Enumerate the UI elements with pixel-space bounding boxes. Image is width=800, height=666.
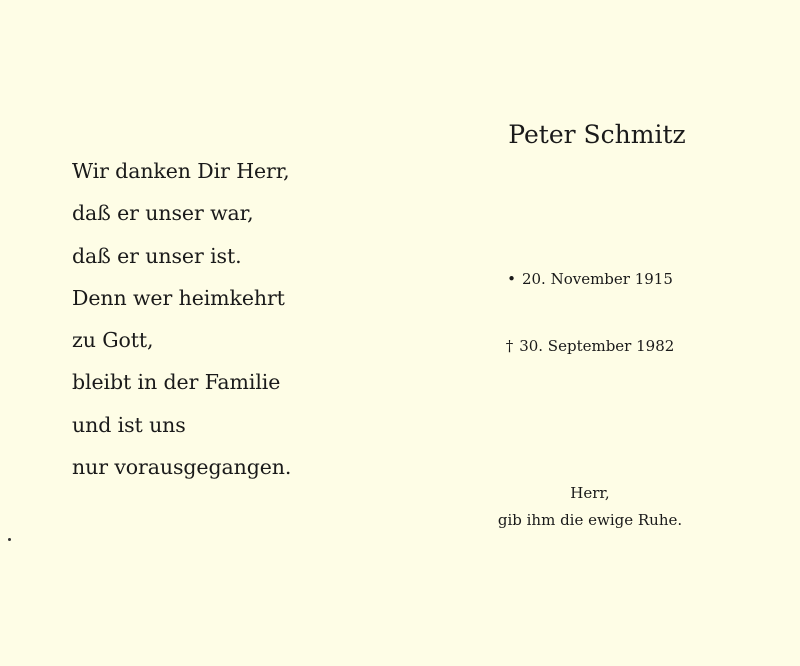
poem-line: und ist uns bbox=[72, 412, 186, 437]
birth-date: 20. November 1915 bbox=[521, 270, 673, 288]
death-cross-icon: † bbox=[505, 337, 514, 355]
blessing-block bbox=[470, 480, 710, 534]
birth-star-icon: • bbox=[507, 270, 516, 288]
poem-line: bleibt in der Familie bbox=[72, 370, 281, 395]
poem-line: daß er unser war, bbox=[72, 201, 254, 226]
poem-line: Wir danken Dir Herr, bbox=[72, 159, 290, 183]
blessing-line-2: gib ihm die ewige Ruhe. bbox=[497, 511, 683, 529]
deceased-name: Peter Schmitz bbox=[508, 120, 686, 149]
poem-line: Denn wer heimkehrt bbox=[72, 285, 285, 310]
poem-line: zu Gott, bbox=[72, 328, 154, 353]
death-date: 30. September 1982 bbox=[519, 337, 675, 355]
birth-date-line bbox=[480, 270, 700, 288]
poem-line: nur vorausgegangen. bbox=[72, 455, 292, 480]
fold-mark-dot bbox=[8, 538, 11, 541]
poem-block bbox=[72, 150, 352, 488]
death-date-line bbox=[480, 337, 700, 355]
poem-line: daß er unser ist. bbox=[72, 243, 242, 268]
blessing-line-1: Herr, bbox=[570, 484, 610, 502]
